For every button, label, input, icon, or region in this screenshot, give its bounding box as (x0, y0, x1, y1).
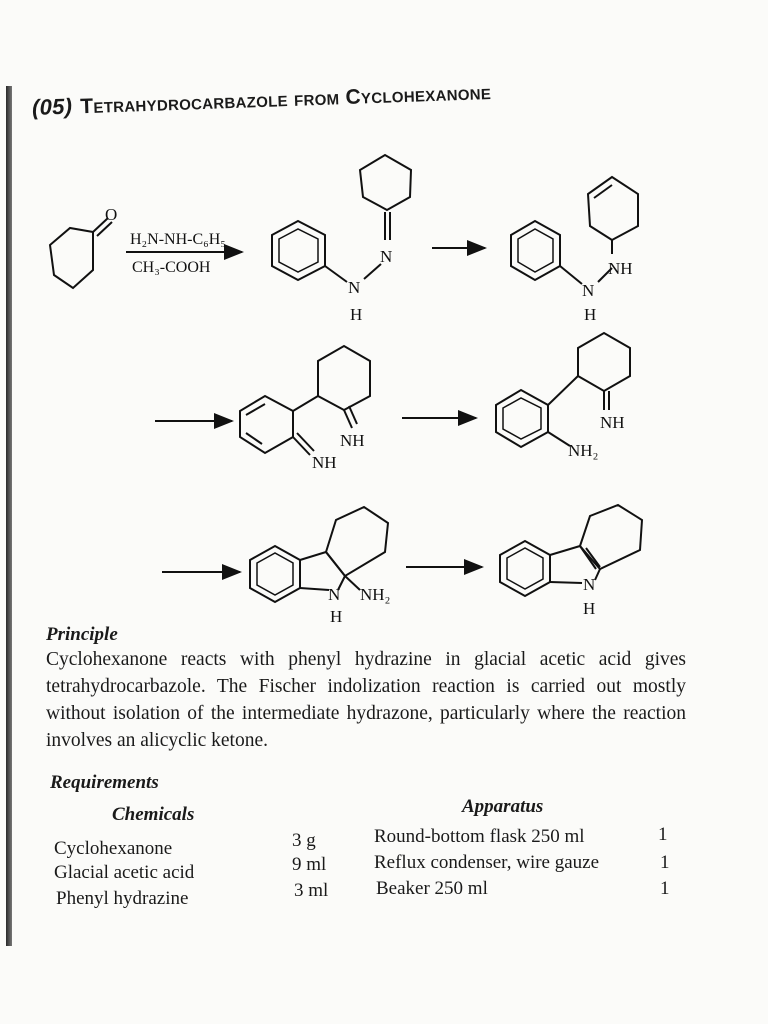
apparatus-qty: 1 (660, 852, 670, 873)
reagent-bottom-label: CH₃-COOH (132, 259, 211, 276)
amine-nh2-label: NH₂ (568, 441, 599, 460)
apparatus-qty: 1 (658, 824, 668, 845)
amine-nh-label: NH (600, 413, 625, 432)
apparatus-heading: Apparatus (462, 796, 544, 817)
product-h-label: H (583, 599, 596, 618)
chemical-name: Cyclohexanone (54, 838, 173, 859)
reaction-scheme (0, 130, 768, 630)
hydrazone-h-label: H (350, 305, 363, 324)
chemical-name: Glacial acetic acid (54, 862, 195, 883)
enehydrazine-n-label: N (582, 281, 595, 300)
chemical-qty: 9 ml (292, 854, 327, 875)
chemicals-heading: Chemicals (112, 804, 195, 825)
chemical-qty: 3 ml (294, 880, 329, 901)
apparatus-name: Beaker 250 ml (376, 878, 488, 899)
apparatus-qty: 1 (660, 878, 670, 899)
section-number: (05) (31, 93, 73, 120)
product-n-label: N (583, 575, 596, 594)
cyclohexanone-structure (50, 218, 112, 288)
ketone-oxygen-label: O (105, 205, 118, 224)
enehydrazine-nh-label: NH (608, 259, 633, 278)
aminal-nh2-label: NH₂ (360, 585, 391, 604)
hydrazone-nh-n-label: N (348, 278, 361, 297)
requirements-heading: Requirements (50, 772, 159, 793)
apparatus-name: Round-bottom flask 250 ml (374, 826, 585, 847)
section-heading (32, 79, 492, 121)
reagent-top-label: H₂N-NH-C₆H₅ (130, 231, 226, 248)
chemical-qty: 3 g (292, 830, 316, 851)
enehydrazine-h-label: H (584, 305, 597, 324)
chemical-name: Phenyl hydrazine (56, 888, 189, 909)
hydrazone-n-label: N (380, 247, 393, 266)
section-title: Tetrahydrocarbazole from Cyclohexanone (79, 80, 492, 119)
aminal-h-label: H (330, 607, 343, 626)
diimine-nh-label-b: NH (312, 453, 337, 472)
principle-paragraph: Cyclohexanone reacts with phenyl hydrazine in glacial acetic acid gives tetrahydrocarbazole. The Fischer indolization reaction is carried out mostly without isolation of the intermediate hydrazone, particularly where the reaction involves an alicyclic ketone. (46, 649, 686, 751)
aminal-n-label: N (328, 585, 341, 604)
principle-heading: Principle (46, 624, 118, 645)
tetrahydrocarbazole-structure (500, 505, 642, 596)
diimine-nh-label-a: NH (340, 431, 365, 450)
apparatus-name: Reflux condenser, wire gauze (374, 852, 600, 873)
